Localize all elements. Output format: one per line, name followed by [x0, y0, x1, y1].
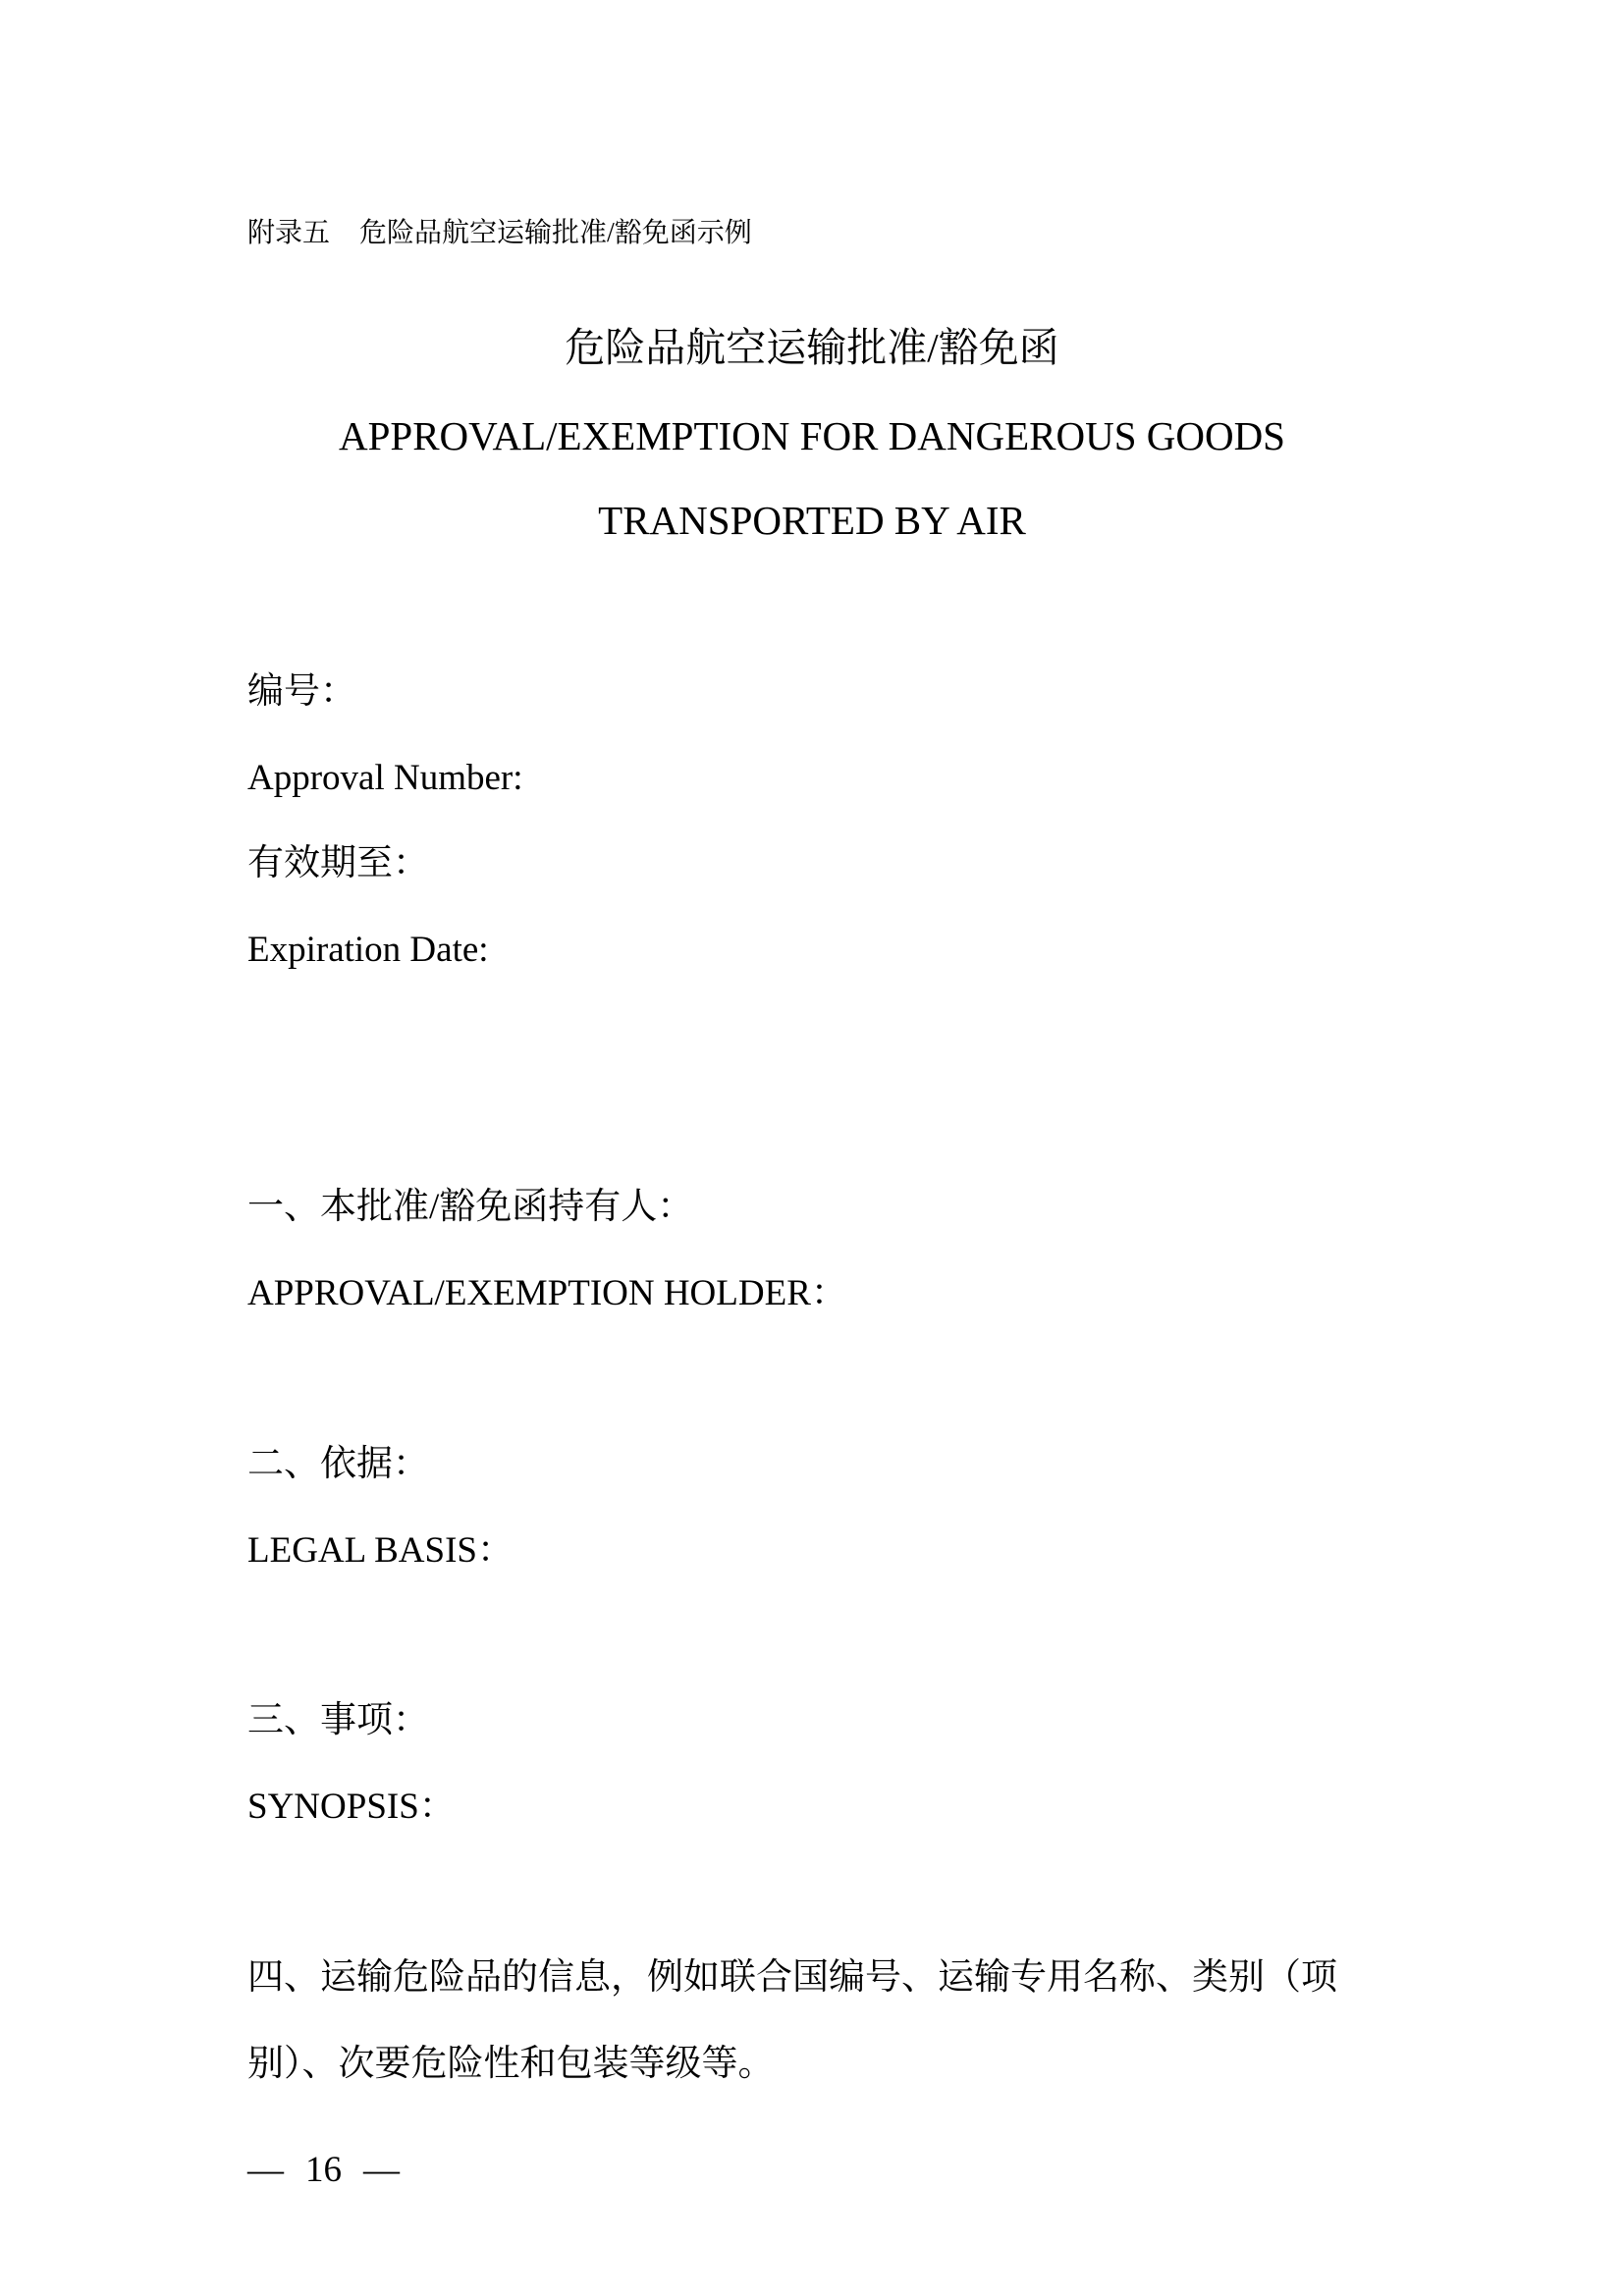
- appendix-header: [247, 220, 752, 247]
- section-holder-heading-en: APPROVAL/EXEMPTION HOLDER：: [247, 1273, 847, 1313]
- section-basis-heading-en: LEGAL BASIS：: [247, 1530, 514, 1571]
- approval-number-label-en: Approval Number:: [247, 758, 523, 798]
- appendix-label: 附录五: [247, 218, 331, 248]
- section-basis-heading-cn: 二、依据：: [247, 1444, 429, 1484]
- section-info-line1: 四、运输危险品的信息，例如联合国编号、运输专用名称、类别（项: [247, 1957, 1337, 1998]
- document-title-cn: 危险品航空运输批准/豁免函: [565, 325, 1059, 370]
- section-synopsis-heading-cn: 三、事项：: [247, 1700, 429, 1740]
- appendix-title: 危险品航空运输批准/豁免函示例: [359, 218, 752, 248]
- section-holder-heading-cn: 一、本批准/豁免函持有人：: [247, 1187, 694, 1227]
- footer-dash-right: —: [363, 2150, 400, 2190]
- document-title-en-line1: APPROVAL/EXEMPTION FOR DANGEROUS GOODS: [338, 413, 1285, 458]
- expiration-date-label-en: Expiration Date:: [247, 930, 489, 970]
- page-footer: [247, 2152, 400, 2188]
- page-number: 16: [305, 2150, 342, 2190]
- approval-number-label-cn: 编号：: [247, 671, 356, 712]
- section-info-line2: 别）、次要危险性和包装等级等。: [247, 2044, 775, 2084]
- document-title-en-line2: TRANSPORTED BY AIR: [598, 498, 1026, 543]
- expiration-date-label-cn: 有效期至：: [247, 843, 429, 883]
- footer-dash-left: —: [247, 2150, 284, 2190]
- section-synopsis-heading-en: SYNOPSIS：: [247, 1787, 456, 1827]
